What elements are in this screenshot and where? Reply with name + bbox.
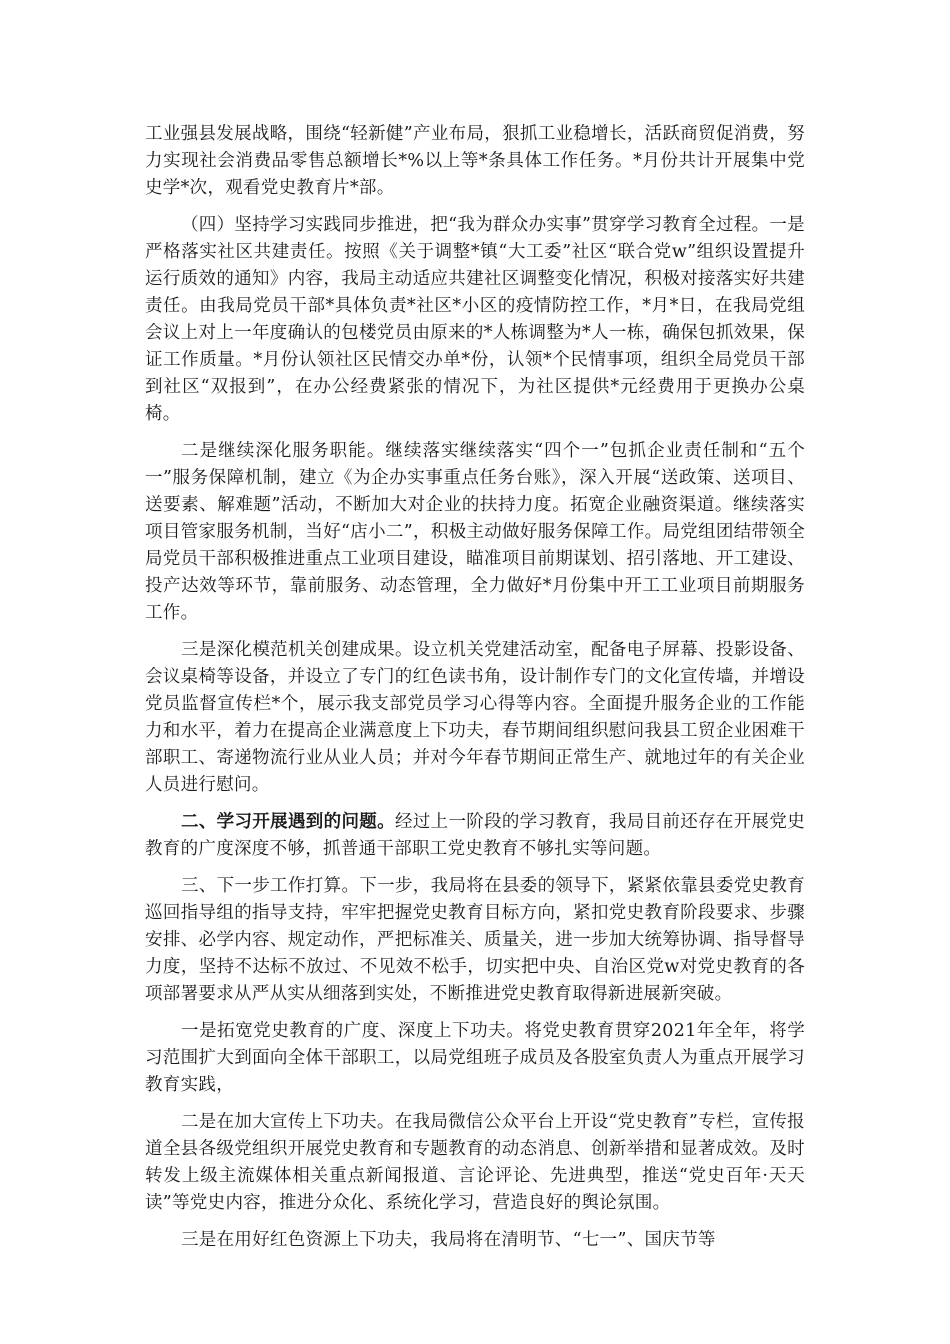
paragraph-red-resources: 三是在用好红色资源上下功夫，我局将在清明节、“七一”、国庆节等	[181, 1230, 716, 1250]
document-page	[145, 121, 805, 1264]
paragraph-service-function: 二是继续深化服务职能。继续落实继续落实“四个一”包抓企业责任制和“五个一”服务保障机制，建立《为企办实事重点任务台账》，深入开展“送政策、送项目、送要素、解难题”活动，不断加大对企业的扶持力度。拓宽企业融资渠道。继续落实项目管家服务机制，当好“店小二”，积极主动做好服务保障工作。局党组团结带领全局党员干部积极推进重点工业项目建设，瞄准项目前期谋划、招引落地、开工建设、投产达效等环节，靠前服务、动态管理，全力做好*月份集中开工工业项目前期服务工作。	[145, 441, 805, 623]
paragraph-breadth-depth: 一是拓宽党史教育的广度、深度上下功夫。将党史教育贯穿2021年全年，将学习范围扩大到面向全体干部职工，以局党组班子成员及各股室负责人为重点开展学习教育实践，	[145, 1021, 805, 1095]
paragraph-continuation: 工业强县发展战略，围绕“轻新健”产业布局，狠抓工业稳增长，活跃商贸促消费，努力实现社会消费品零售总额增长*%以上等*条具体工作任务。*月份共计开展集中党史学*次，观看党史教育片*部。	[145, 124, 805, 198]
section-heading-problems: 二、学习开展遇到的问题。	[181, 812, 395, 832]
paragraph-problems	[145, 809, 805, 863]
paragraph-model-organ: 三是深化模范机关创建成果。设立机关党建活动室，配备电子屏幕、投影设备、会议桌椅等设备，并设立了专门的红色读书角，设计制作专门的文化宣传墙，并增设党员监督宣传栏*个，展示我支部党员学习心得等内容。全面提升服务企业的工作能力和水平，着力在提高企业满意度上下功夫，春节期间组织慰问我县工贸企业困难干部职工、寄递物流行业从业人员；并对今年春节期间正常生产、就地过年的有关企业人员进行慰问。	[145, 640, 805, 795]
paragraph-next-steps: 三、下一步工作打算。下一步，我局将在县委的领导下，紧紧依靠县委党史教育巡回指导组的指导支持，牢牢把握党史教育目标方向，紧扣党史教育阶段要求、步骤安排、必学内容、规定动作，严把标准关、质量关，进一步加大统筹协调、指导督导力度，坚持不达标不放过、不见效不松手，切实把中央、自治区党w对党史教育的各项部署要求从严从实从细落到实处，不断推进党史教育取得新进展新突破。	[145, 876, 805, 1004]
paragraph-publicity: 二是在加大宣传上下功夫。在我局微信公众平台上开设“党史教育”专栏，宣传报道全县各级党组织开展党史教育和专题教育的动态消息、创新举措和显著成效。及时转发上级主流媒体相关重点新闻报道、言论评论、先进典型，推送“党史百年·天天读”等党史内容，推进分众化、系统化学习，营造良好的舆论氛围。	[145, 1112, 805, 1213]
paragraph-problems-body: 经过上一阶段的学习教育，我局目前还存在开展党史教育的广度深度不够，抓普通干部职工党史教育不够扎实等问题。	[145, 812, 805, 859]
paragraph-section-four: （四）坚持学习实践同步推进，把“我为群众办实事”贯穿学习教育全过程。一是严格落实社区共建责任。按照《关于调整*镇“大工委”社区“联合党w”组织设置提升运行质效的通知》内容，我局主动适应共建社区调整变化情况，积极对接落实好共建责任。由我局党员干部*具体负责*社区*小区的疫情防控工作，*月*日，在我局党组会议上对上一年度确认的包楼党员由原来的*人栋调整为*人一栋，确保包抓效果，保证工作质量。*月份认领社区民情交办单*份，认领*个民情事项，组织全局党员干部到社区“双报到”，在办公经费紧张的情况下，为社区提供*元经费用于更换办公桌椅。	[145, 215, 805, 424]
